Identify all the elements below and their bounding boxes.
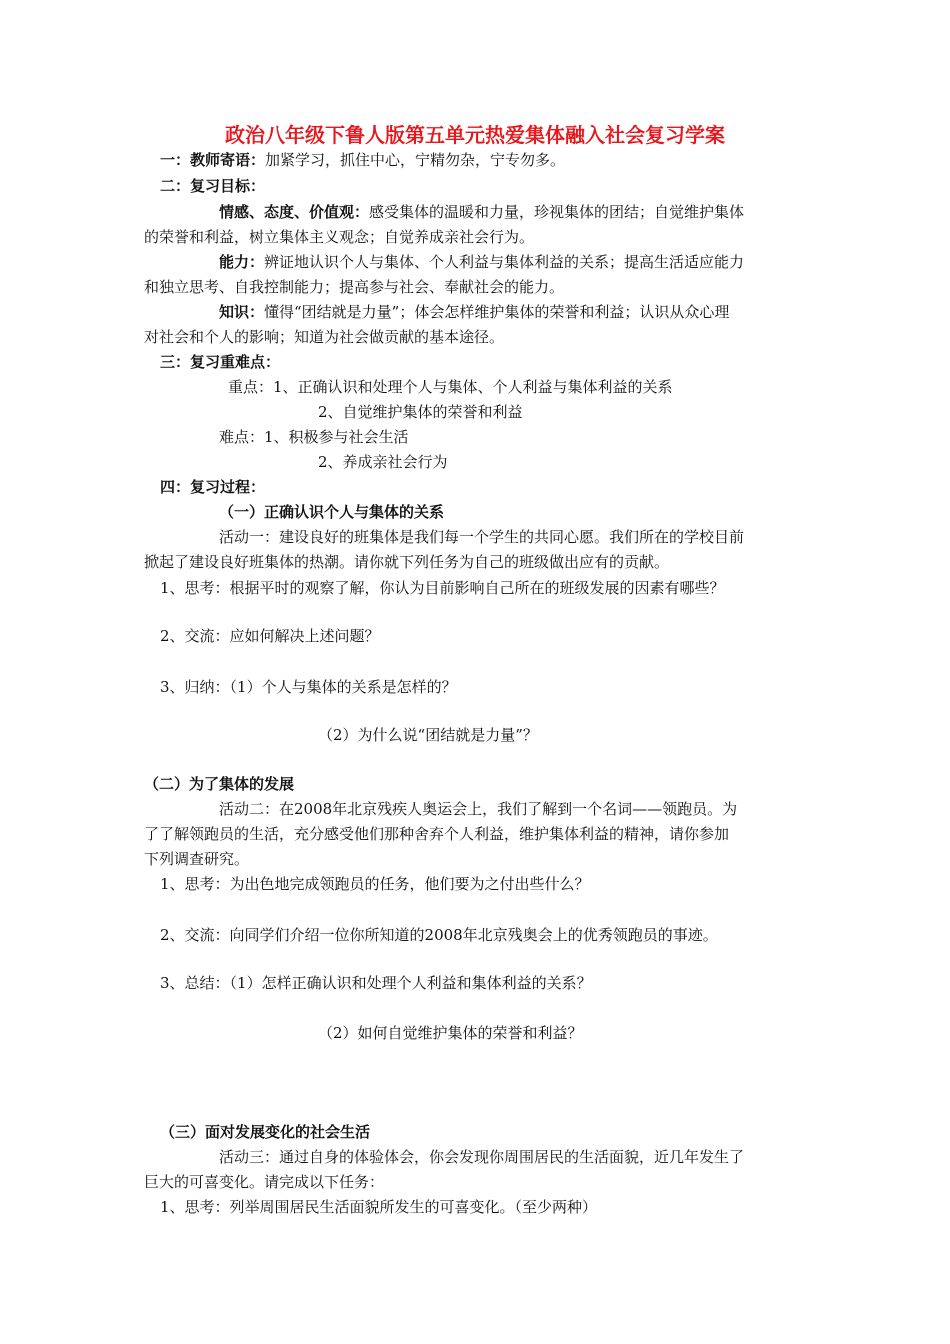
goal-ability-text-cont: 和独立思考、自我控制能力；提高参与社会、奉献社会的能力。 <box>144 278 565 296</box>
section-4-label: 四：复习过程： <box>160 478 266 496</box>
activity-1-question-3: 3、归纳：（1）个人与集体的关系是怎样的？ <box>160 678 457 696</box>
teacher-message-text: 加紧学习，抓住中心，宁精勿杂，宁专勿多。 <box>265 151 566 169</box>
activity-2-question-3b: （2）如何自觉维护集体的荣誉和利益？ <box>318 1024 583 1042</box>
activity-3-question-1: 1、思考：列举周围居民生活面貌所发生的可喜变化。（至少两种） <box>160 1198 598 1216</box>
document-title: 政治八年级下鲁人版第五单元热爱集体融入社会复习学案 <box>225 123 725 147</box>
activity-2-question-3: 3、总结：（1）怎样正确认识和处理个人利益和集体利益的关系？ <box>160 974 592 992</box>
activity-3-text-cont: 巨大的可喜变化。请完成以下任务： <box>144 1173 385 1191</box>
key-point-2: 2、自觉维护集体的荣誉和利益 <box>318 403 523 421</box>
activity-3-text: 活动三：通过自身的体验体会，你会发现你周围居民的生活面貌，近几年发生了 <box>219 1148 745 1166</box>
activity-1-question-2: 2、交流：应如何解决上述问题？ <box>160 627 380 645</box>
goal-attitude-text: 感受集体的温暖和力量，珍视集体的团结；自觉维护集体 <box>369 203 745 221</box>
teacher-message-line <box>160 148 565 172</box>
goal-knowledge-label: 知识： <box>219 303 265 321</box>
difficult-point-2: 2、养成亲社会行为 <box>318 453 448 471</box>
goal-ability-label: 能力： <box>219 253 265 271</box>
activity-2-question-1: 1、思考：为出色地完成领跑员的任务，他们要为之付出些什么？ <box>160 875 590 893</box>
key-point-1: 重点：1、正确认识和处理个人与集体、个人利益与集体利益的关系 <box>228 378 673 396</box>
goal-knowledge-text: 懂得“团结就是力量”；体会怎样维护集体的荣誉和利益；认识从众心理 <box>264 303 730 321</box>
goal-knowledge-line <box>219 300 729 324</box>
difficult-point-1: 难点：1、积极参与社会生活 <box>219 428 409 446</box>
part-1-heading: （一）正确认识个人与集体的关系 <box>219 503 445 521</box>
section-2-label: 二：复习目标： <box>160 177 266 195</box>
goal-knowledge-text-cont: 对社会和个人的影响；知道为社会做贡献的基本途径。 <box>144 328 505 346</box>
activity-1-question-1: 1、思考：根据平时的观察了解，你认为目前影响自己所在的班级发展的因素有哪些？ <box>160 579 725 597</box>
part-3-heading: （三）面对发展变化的社会生活 <box>160 1123 371 1141</box>
activity-2-text-cont-2: 下列调查研究。 <box>144 850 250 868</box>
goal-ability-text: 辨证地认识个人与集体、个人利益与集体利益的关系；提高生活适应能力 <box>264 253 745 271</box>
activity-1-text: 活动一：建设良好的班集体是我们每一个学生的共同心愿。我们所在的学校目前 <box>219 528 745 546</box>
activity-2-question-2: 2、交流：向同学们介绍一位你所知道的2008年北京残奥会上的优秀领跑员的事迹。 <box>160 926 718 944</box>
section-1-label: 一：教师寄语： <box>160 151 266 169</box>
goal-attitude-label: 情感、态度、价值观： <box>219 203 370 221</box>
goal-attitude-line <box>219 200 744 224</box>
goal-attitude-text-cont: 的荣誉和利益，树立集体主义观念；自觉养成亲社会行为。 <box>144 228 535 246</box>
activity-1-question-3b: （2）为什么说“团结就是力量”？ <box>318 726 538 744</box>
section-3-label: 三：复习重难点： <box>160 353 281 371</box>
part-2-heading: （二）为了集体的发展 <box>144 775 295 793</box>
activity-1-text-cont: 掀起了建设良好班集体的热潮。请你就下列任务为自己的班级做出应有的贡献。 <box>144 553 670 571</box>
activity-2-text: 活动二：在2008年北京残疾人奥运会上，我们了解到一个名词——领跑员。为 <box>219 800 738 818</box>
goal-ability-line <box>219 250 744 274</box>
activity-2-text-cont: 了了解领跑员的生活，充分感受他们那种舍弃个人利益，维护集体利益的精神，请你参加 <box>144 825 730 843</box>
